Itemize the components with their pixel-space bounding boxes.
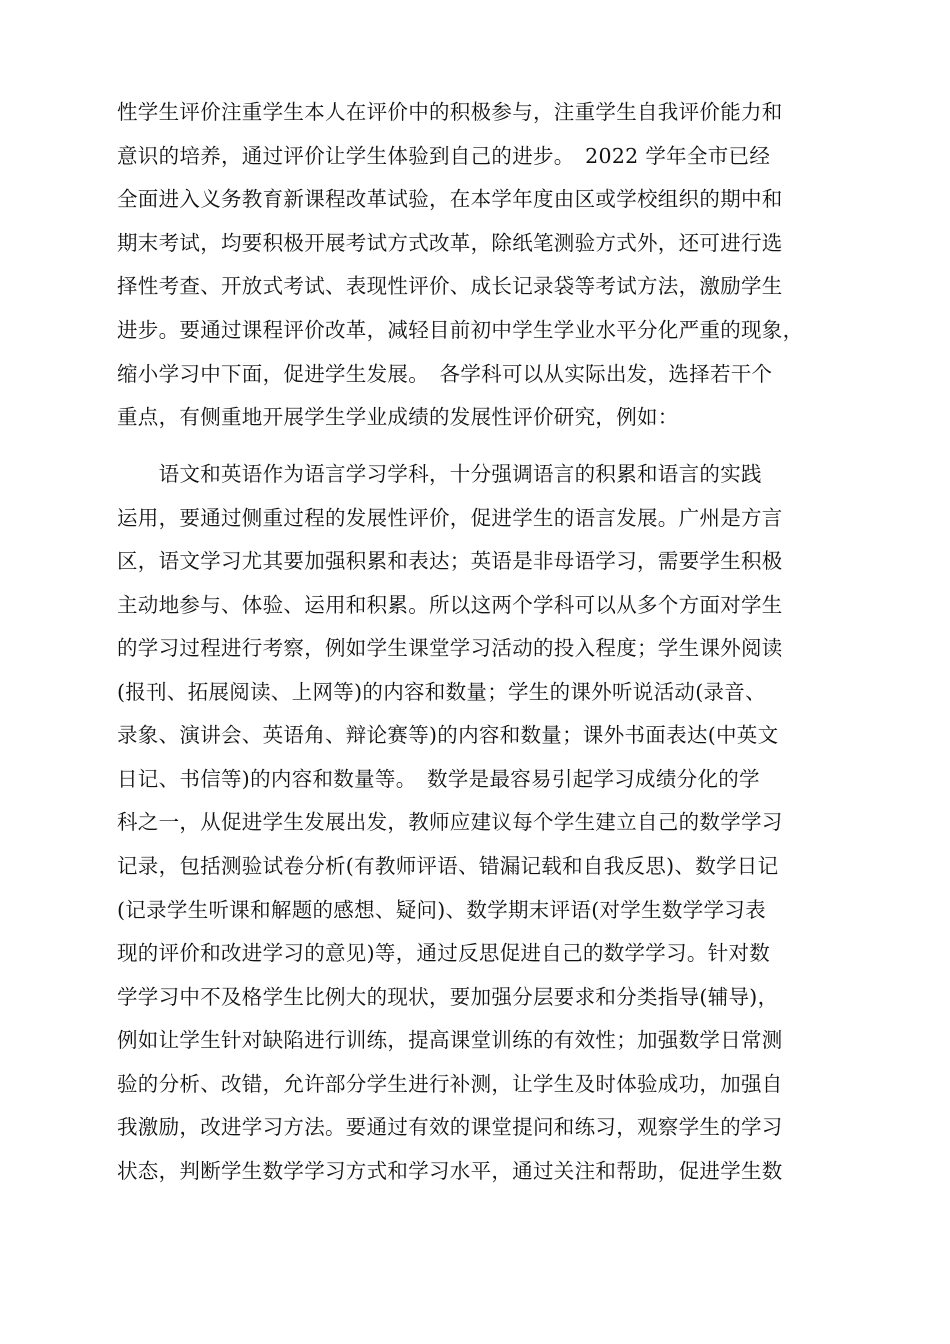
text-line: 期末考试，均要积极开展考试方式改革，除纸笔测验方式外，还可进行选 <box>117 231 783 255</box>
text-line: 主动地参与、体验、运用和积累。所以这两个学科可以从多个方面对学生 <box>117 593 783 617</box>
text-line: 录象、演讲会、英语角、辩论赛等)的内容和数量；课外书面表达(中英文 <box>117 723 779 747</box>
text-line: 重点，有侧重地开展学生学业成绩的发展性评价研究，例如： <box>117 405 679 429</box>
text-line: 区，语文学习尤其要加强积累和表达；英语是非母语学习，需要学生积极 <box>117 549 783 573</box>
text-line: 语文和英语作为语言学习学科，十分强调语言的积累和语言的实践 <box>117 462 762 486</box>
text-line: 意识的培养，通过评价让学生体验到自己的进步。 2022 学年全市已经 <box>117 144 771 168</box>
text-line: 科之一，从促进学生发展出发，教师应建议每个学生建立自己的数学学习 <box>117 810 783 834</box>
text-line: 学学习中不及格学生比例大的现状，要加强分层要求和分类指导(辅导)， <box>117 985 779 1009</box>
text-line: 状态，判断学生数学学习方式和学习水平，通过关注和帮助，促进学生数 <box>117 1159 783 1183</box>
text-line: 运用，要通过侧重过程的发展性评价，促进学生的语言发展。广州是方言 <box>117 506 783 530</box>
text-line: 例如让学生针对缺陷进行训练，提高课堂训练的有效性；加强数学日常测 <box>117 1028 783 1052</box>
text-line: (记录学生听课和解题的感想、疑问)、数学期末评语(对学生数学学习表 <box>117 898 766 922</box>
text-line: 缩小学习中下面，促进学生发展。 各学科可以从实际出发，选择若干个 <box>117 362 773 386</box>
text-line: 现的评价和改进学习的意见)等，通过反思促进自己的数学学习。针对数 <box>117 941 771 965</box>
text-line: 验的分析、改错，允许部分学生进行补测，让学生及时体验成功，加强自 <box>117 1072 783 1096</box>
text-line: 进步。要通过课程评价改革，减轻目前初中学生学业水平分化严重的现象， <box>117 318 804 342</box>
text-line: 记录，包括测验试卷分析(有教师评语、错漏记载和自我反思)、数学日记 <box>117 854 779 878</box>
text-line: 择性考查、开放式考试、表现性评价、成长记录袋等考试方法，激励学生 <box>117 274 783 298</box>
text-line: 的学习过程进行考察，例如学生课堂学习活动的投入程度；学生课外阅读 <box>117 636 783 660</box>
text-line: (报刊、拓展阅读、上网等)的内容和数量；学生的课外听说活动(录音、 <box>117 680 766 704</box>
text-line: 日记、书信等)的内容和数量等。 数学是最容易引起学习成绩分化的学 <box>117 767 760 791</box>
text-line: 全面进入义务教育新课程改革试验，在本学年度由区或学校组织的期中和 <box>117 187 783 211</box>
text-line: 我激励，改进学习方法。要通过有效的课堂提问和练习，观察学生的学习 <box>117 1115 783 1139</box>
text-line: 性学生评价注重学生本人在评价中的积极参与，注重学生自我评价能力和 <box>117 100 783 124</box>
